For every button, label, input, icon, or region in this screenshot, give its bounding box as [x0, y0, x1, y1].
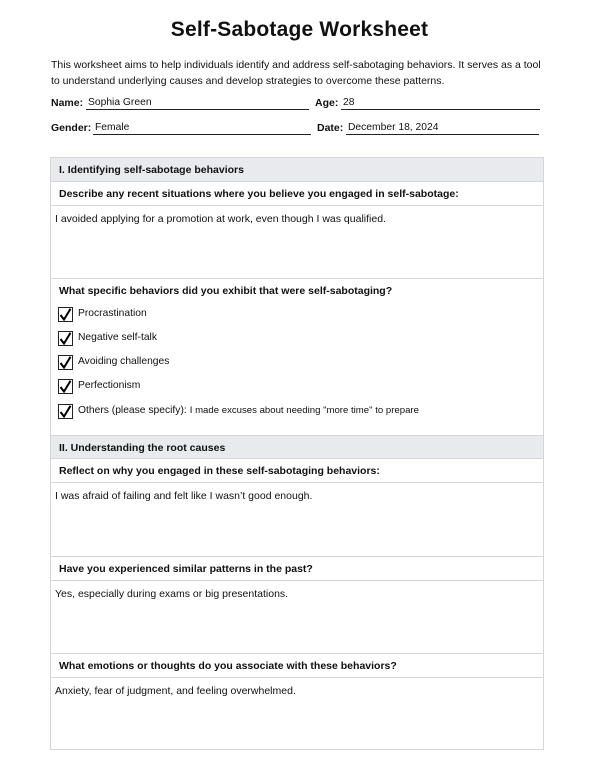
section-2-answer-3[interactable]: Anxiety, fear of judgment, and feeling overwhelmed.	[55, 685, 296, 697]
behavior-item-avoiding-challenges[interactable]	[58, 353, 169, 371]
behavior-label: Perfectionism	[78, 380, 141, 391]
name-label: Name:	[51, 97, 84, 109]
name-field[interactable]: Sophia Green	[86, 97, 309, 110]
worksheet-form	[50, 157, 544, 750]
behavior-item-negative-self-talk[interactable]	[58, 329, 157, 347]
behavior-item-procrastination[interactable]	[58, 305, 147, 323]
behavior-label: Negative self-talk	[78, 332, 157, 343]
date-field[interactable]: December 18, 2024	[346, 122, 539, 135]
checkbox-checked-icon[interactable]	[58, 331, 73, 346]
section-2-answer-1[interactable]: I was afraid of failing and felt like I wasn’t good enough.	[51, 483, 543, 557]
behavior-item-perfectionism[interactable]	[58, 377, 140, 395]
behavior-label: Avoiding challenges	[78, 356, 170, 367]
page-title: Self-Sabotage Worksheet	[170, 18, 429, 41]
section-1-question-1: Describe any recent situations where you believe you engaged in self-sabotage:	[51, 182, 543, 206]
others-detail-text[interactable]: I made excuses about needing "more time" to prepare	[189, 405, 419, 416]
section-2-question-1: Reflect on why you engaged in these self-sabotaging behaviors:	[51, 459, 543, 483]
gender-label: Gender:	[51, 122, 92, 134]
section-2-answer-2[interactable]: Yes, especially during exams or big presentations.	[51, 581, 543, 654]
section-2-question-2: Have you experienced similar patterns in the past?	[51, 557, 543, 581]
section-1-question-2: What specific behaviors did you exhibit that were self-sabotaging?	[59, 285, 393, 297]
section-1-answer-1[interactable]: I avoided applying for a promotion at work, even though I was qualified.	[51, 206, 543, 279]
section-2-header: II. Understanding the root causes	[51, 435, 543, 459]
gender-field[interactable]: Female	[93, 122, 311, 135]
checkbox-checked-icon[interactable]	[58, 379, 73, 394]
behavior-label: Procrastination	[78, 308, 147, 319]
date-label: Date:	[317, 122, 344, 134]
checkbox-checked-icon[interactable]	[58, 355, 73, 370]
age-field[interactable]: 28	[341, 97, 540, 110]
checkbox-checked-icon[interactable]	[58, 404, 73, 419]
behavior-label: Others (please specify):	[78, 405, 187, 416]
intro-text: This worksheet aims to help individuals identify and address self-sabotaging behaviors. It serves as a tool to understand underlying causes and develop strategies to overcome these patterns.	[51, 59, 541, 87]
checkbox-checked-icon[interactable]	[58, 307, 73, 322]
section-2-question-3: What emotions or thoughts do you associate with these behaviors?	[51, 654, 543, 678]
behavior-item-others[interactable]	[58, 402, 419, 420]
section-1-header: I. Identifying self-sabotage behaviors	[51, 158, 543, 182]
age-label: Age:	[315, 97, 339, 109]
